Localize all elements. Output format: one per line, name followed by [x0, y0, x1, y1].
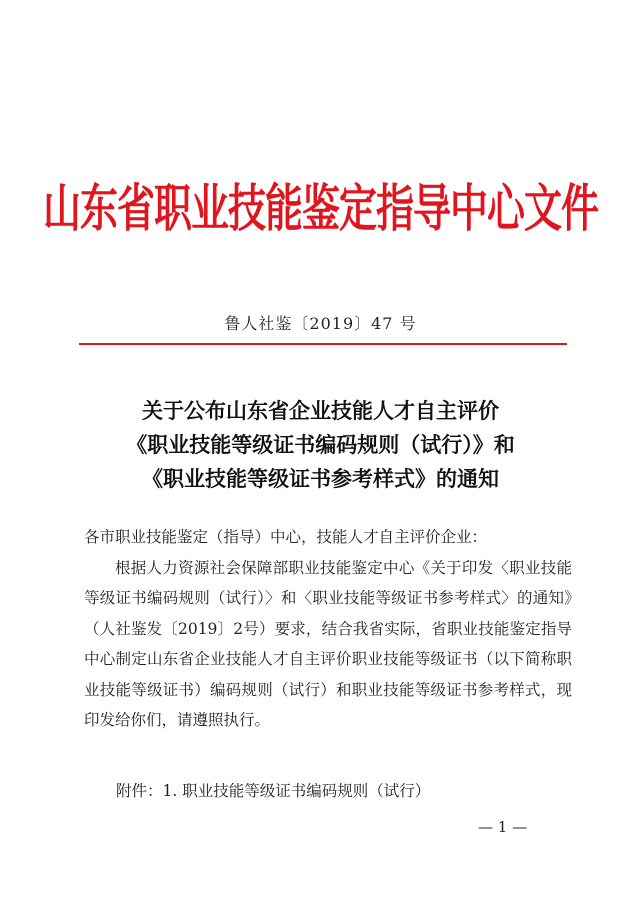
- body-paragraph: 根据人力资源社会保障部职业技能鉴定中心《关于印发〈职业技能等级证书编码规则（试行）〉和〈职业技能等级证书参考样式〉的通知》（人社鉴发〔2019〕2号）要求，结合我省实际，省职业技能鉴定指导中心制定山东省企业技能人才自主评价职业技能等级证书（以下简称职业技能等级证书）编码规则（试行）和职业技能等级证书参考样式，现印发给你们，请遵照执行。: [84, 558, 572, 729]
- notice-title-line-2: 《职业技能等级证书编码规则（试行）》和: [126, 432, 515, 457]
- attachment-line: 附件：1. 职业技能等级证书编码规则（试行）: [116, 782, 431, 800]
- notice-title-line-1: 关于公布山东省企业技能人才自主评价: [142, 398, 499, 423]
- document-number: 鲁人社鉴〔2019〕47 号: [224, 314, 417, 333]
- notice-title-line-3: 《职业技能等级证书参考样式》的通知: [142, 466, 499, 491]
- page-number: — 1 —: [478, 818, 528, 836]
- red-divider-line: [79, 343, 567, 345]
- salutation: 各市职业技能鉴定（指导）中心，技能人才自主评价企业：: [84, 528, 488, 546]
- document-header-title: 山东省职业技能鉴定指导中心文件: [42, 177, 598, 239]
- notice-title: [0, 394, 641, 496]
- document-body: [84, 522, 572, 736]
